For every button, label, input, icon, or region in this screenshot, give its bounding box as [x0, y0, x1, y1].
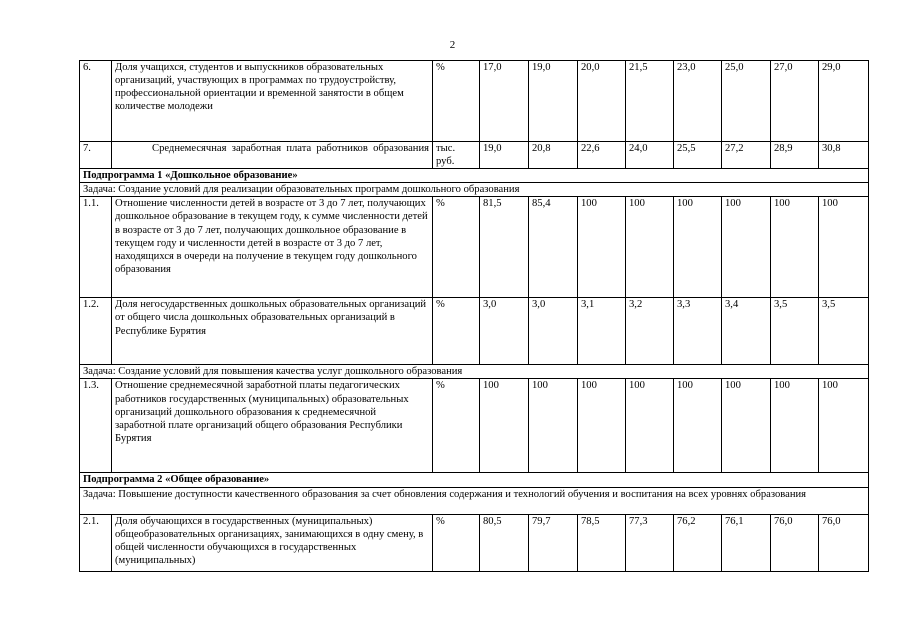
indicator-row	[80, 142, 869, 169]
indicator-value: 29,0	[819, 61, 869, 142]
indicator-value: 3,3	[674, 298, 722, 365]
indicator-value: 24,0	[626, 142, 674, 169]
indicator-value: 25,5	[674, 142, 722, 169]
task-row	[80, 183, 869, 197]
indicator-value: 21,5	[626, 61, 674, 142]
indicator-value: 19,0	[480, 142, 529, 169]
indicator-value: 100	[819, 379, 869, 473]
indicator-value: 3,1	[578, 298, 626, 365]
indicator-value: 100	[578, 197, 626, 298]
indicator-value: 76,1	[722, 514, 771, 571]
indicator-number: 1.3.	[80, 379, 112, 473]
indicators-table	[79, 60, 869, 572]
indicator-value: 3,0	[529, 298, 578, 365]
indicator-value: 100	[722, 197, 771, 298]
indicator-value: 80,5	[480, 514, 529, 571]
indicator-value: 23,0	[674, 61, 722, 142]
indicator-value: 76,0	[771, 514, 819, 571]
indicator-value: 20,0	[578, 61, 626, 142]
indicator-name: Доля учащихся, студентов и выпускников образовательных организаций, участвующих в программах по трудоустройству, профессиональной ориентации и временной занятости в общем количестве молодежи	[112, 61, 433, 142]
indicator-value: 22,6	[578, 142, 626, 169]
indicator-value: 100	[674, 379, 722, 473]
indicator-row	[80, 379, 869, 473]
indicator-value: 100	[771, 379, 819, 473]
task-text: Задача: Повышение доступности качественного образования за счет обновления содержания и технологий обучения и воспитания на всех уровнях образования	[80, 487, 869, 514]
task-text: Задача: Создание условий для повышения качества услуг дошкольного образования	[80, 365, 869, 379]
task-text: Задача: Создание условий для реализации образовательных программ дошкольного образования	[80, 183, 869, 197]
indicator-value: 28,9	[771, 142, 819, 169]
indicator-number: 1.2.	[80, 298, 112, 365]
indicator-name: Отношение среднемесячной заработной платы педагогических работников государственных (муниципальных) образовательных организаций дошкольного образования к среднемесячной заработной плате организаций общего образования Республики Бурятия	[112, 379, 433, 473]
indicator-value: 27,2	[722, 142, 771, 169]
indicator-value: 76,2	[674, 514, 722, 571]
indicator-name: Доля обучающихся в государственных (муниципальных) общеобразовательных организациях, занимающихся в одну смену, в общей численности обучающихся в государственных (муниципальных)	[112, 514, 433, 571]
indicator-unit: %	[433, 197, 480, 298]
indicator-value: 100	[529, 379, 578, 473]
subprogram-title: Подпрограмма 1 «Дошкольное образование»	[80, 169, 869, 183]
indicator-value: 20,8	[529, 142, 578, 169]
indicator-value: 100	[626, 197, 674, 298]
indicator-value: 27,0	[771, 61, 819, 142]
subprogram-row	[80, 169, 869, 183]
indicator-number: 1.1.	[80, 197, 112, 298]
indicators-table-body	[80, 61, 869, 572]
indicator-row	[80, 197, 869, 298]
indicator-value: 77,3	[626, 514, 674, 571]
indicator-name: Отношение численности детей в возрасте от 3 до 7 лет, получающих дошкольное образование в текущем году, к сумме численности детей в возрасте от 3 до 7 лет, получающих дошкольное образование в текущем году и численности детей в возрасте от 3 до 7 лет, находящихся в очереди на получение в текущем году дошкольного образования	[112, 197, 433, 298]
indicator-number: 6.	[80, 61, 112, 142]
indicator-unit: %	[433, 61, 480, 142]
indicator-value: 85,4	[529, 197, 578, 298]
subprogram-title: Подпрограмма 2 «Общее образование»	[80, 473, 869, 487]
indicator-value: 100	[578, 379, 626, 473]
indicator-value: 19,0	[529, 61, 578, 142]
indicator-value: 30,8	[819, 142, 869, 169]
indicator-row	[80, 298, 869, 365]
indicator-row	[80, 61, 869, 142]
indicator-number: 2.1.	[80, 514, 112, 571]
subprogram-row	[80, 473, 869, 487]
indicator-value: 25,0	[722, 61, 771, 142]
indicator-value: 100	[626, 379, 674, 473]
indicator-value: 100	[819, 197, 869, 298]
indicator-value: 100	[480, 379, 529, 473]
indicator-value: 76,0	[819, 514, 869, 571]
indicator-value: 17,0	[480, 61, 529, 142]
task-row	[80, 365, 869, 379]
indicator-value: 100	[722, 379, 771, 473]
indicator-row	[80, 514, 869, 571]
indicator-number: 7.	[80, 142, 112, 169]
indicator-value: 3,4	[722, 298, 771, 365]
indicator-value: 3,2	[626, 298, 674, 365]
indicator-value: 3,5	[771, 298, 819, 365]
indicator-unit: %	[433, 379, 480, 473]
task-row	[80, 487, 869, 514]
indicator-name: Среднемесячная заработная плата работников образования	[112, 142, 433, 169]
indicator-name: Доля негосударственных дошкольных образовательных организаций от общего числа дошкольных образовательных организаций в Республике Бурятия	[112, 298, 433, 365]
indicator-value: 79,7	[529, 514, 578, 571]
indicator-unit: тыс. руб.	[433, 142, 480, 169]
indicator-unit: %	[433, 298, 480, 365]
indicator-value: 100	[771, 197, 819, 298]
page-number: 2	[449, 39, 456, 51]
indicator-value: 78,5	[578, 514, 626, 571]
indicator-value: 3,0	[480, 298, 529, 365]
indicator-unit: %	[433, 514, 480, 571]
indicator-value: 3,5	[819, 298, 869, 365]
indicator-value: 81,5	[480, 197, 529, 298]
indicator-value: 100	[674, 197, 722, 298]
